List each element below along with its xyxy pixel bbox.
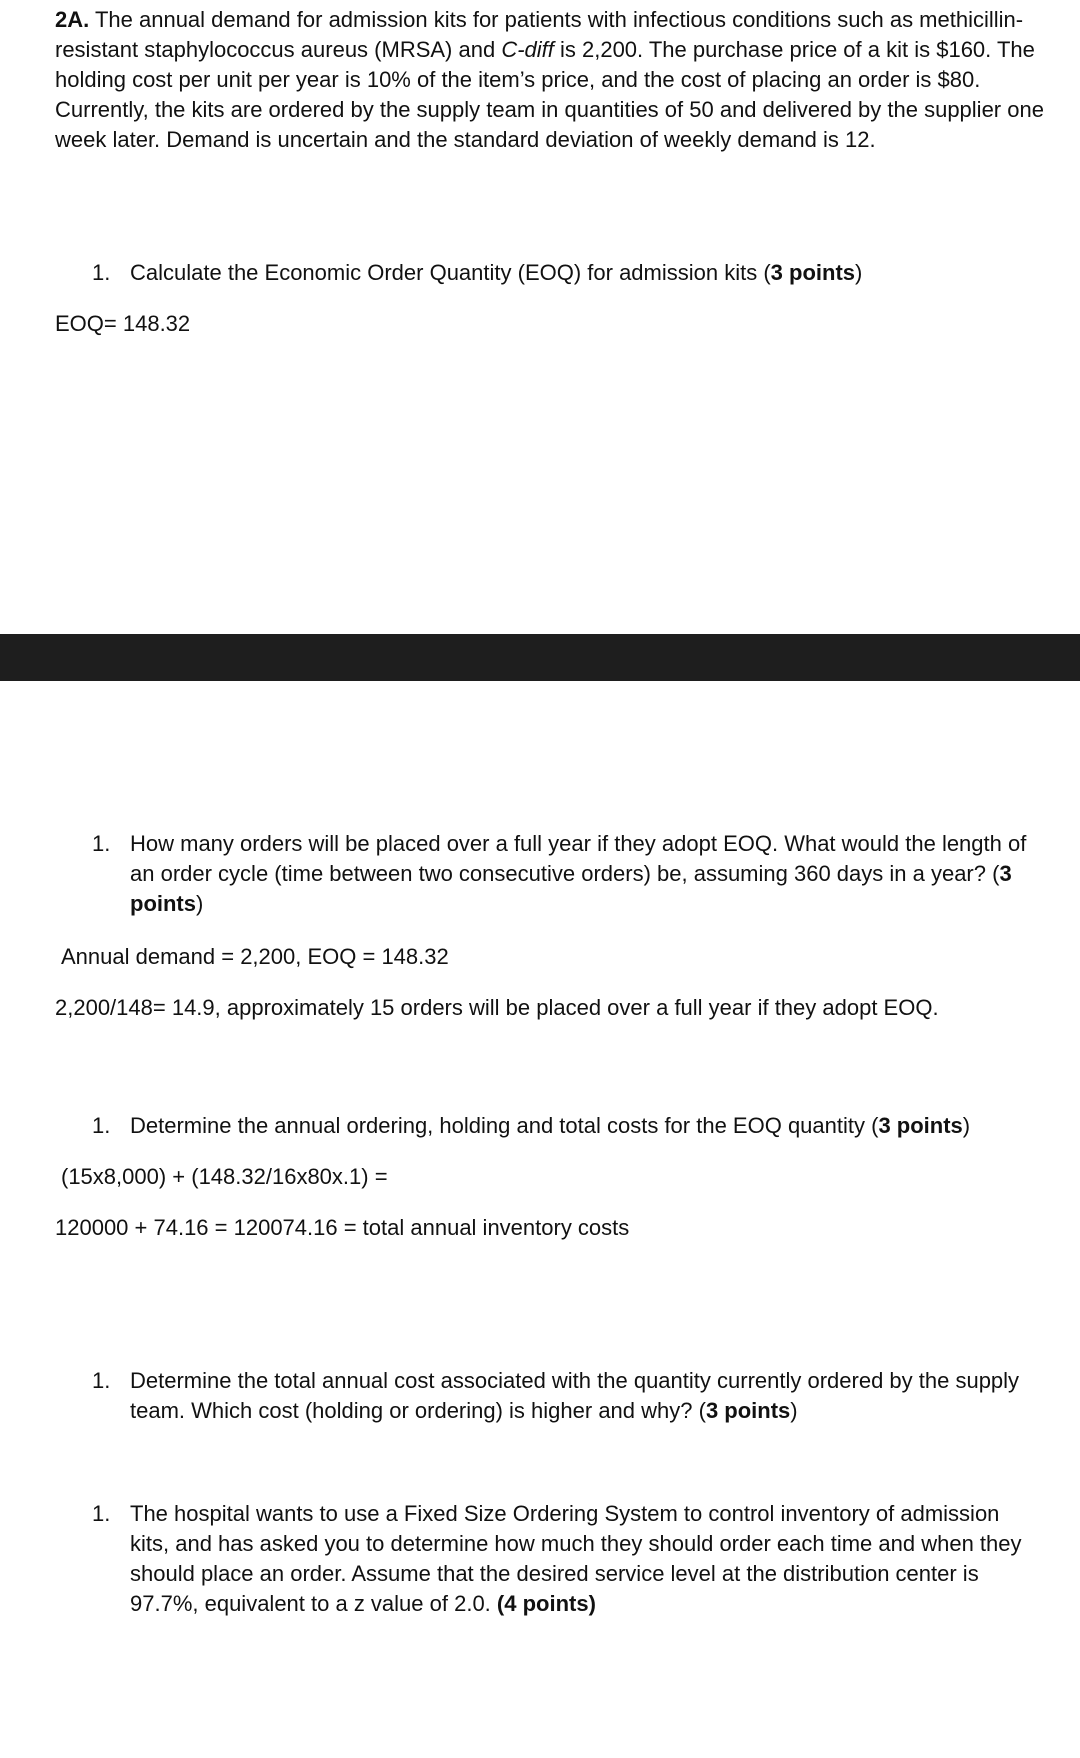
answer-q2-line1: Annual demand = 2,200, EOQ = 148.32 [61, 944, 449, 969]
question-text: Calculate the Economic Order Quantity (EOQ) for admission kits (3 points) [130, 260, 863, 285]
question-points: 3 points [770, 260, 856, 285]
question-text: Determine the annual ordering, holding and total costs for the EOQ quantity (3 points) [130, 1113, 971, 1138]
question-points: (4 points) [496, 1591, 596, 1616]
question-text: Determine the total annual cost associated with the quantity currently ordered by the supply team. Which cost (holding or ordering) is higher and why? (3 points) [130, 1368, 1020, 1423]
problem-text-part1: The annual demand for admission kits for patients with infectious conditions such as methicillin-resistant staphylococcus aureus (MRSA) and [55, 7, 1024, 62]
question-points: 3 points [878, 1113, 963, 1138]
question-3 [92, 1111, 1027, 1141]
question-points: 3 points [705, 1398, 791, 1423]
answer-q3-line2: 120000 + 74.16 = 120074.16 = total annual inventory costs [55, 1215, 630, 1240]
question-number: 1. [92, 1113, 111, 1138]
question-number: 1. [92, 831, 111, 856]
question-text: The hospital wants to use a Fixed Size Ordering System to control inventory of admission kits, and has asked you to determine how much they should order each time and when they should place an order. Assume that the desired service level at the distribution center is 97.7%, equivalent to a z value of 2.0. (4 points) [130, 1501, 1022, 1616]
answer-q3-line1: (15x8,000) + (148.32/16x80x.1) = [61, 1164, 388, 1189]
problem-label: 2A. [55, 7, 90, 32]
answer-eoq: EOQ= 148.32 [55, 311, 191, 336]
question-2 [92, 829, 1027, 919]
question-text: How many orders will be placed over a full year if they adopt EOQ. What would the length of an order cycle (time between two consecutive orders) be, assuming 360 days in a year? (3 points) [130, 831, 1027, 916]
question-number: 1. [92, 260, 111, 285]
question-4 [92, 1366, 1027, 1426]
question-1 [92, 258, 1027, 288]
problem-statement [55, 5, 1045, 155]
question-points: 3 points [130, 861, 1012, 916]
answer-q2-line2: 2,200/148= 14.9, approximately 15 orders will be placed over a full year if they adopt EOQ. [55, 995, 939, 1020]
dark-divider-band [0, 634, 1080, 681]
question-number: 1. [92, 1368, 111, 1393]
question-number: 1. [92, 1501, 111, 1526]
problem-text-italic: C-diff [501, 37, 554, 62]
question-5 [92, 1499, 1027, 1619]
problem-text-part2: is 2,200. The purchase price of a kit is $160. The holding cost per unit per year is 10% of the item’s price, and the cost of placing an order is $80. Currently, the kits are ordered by the supply team in quantities of 50 and delivered by the supplier one week later. Demand is uncertain and the standard deviation of weekly demand is 12. [55, 37, 1044, 152]
